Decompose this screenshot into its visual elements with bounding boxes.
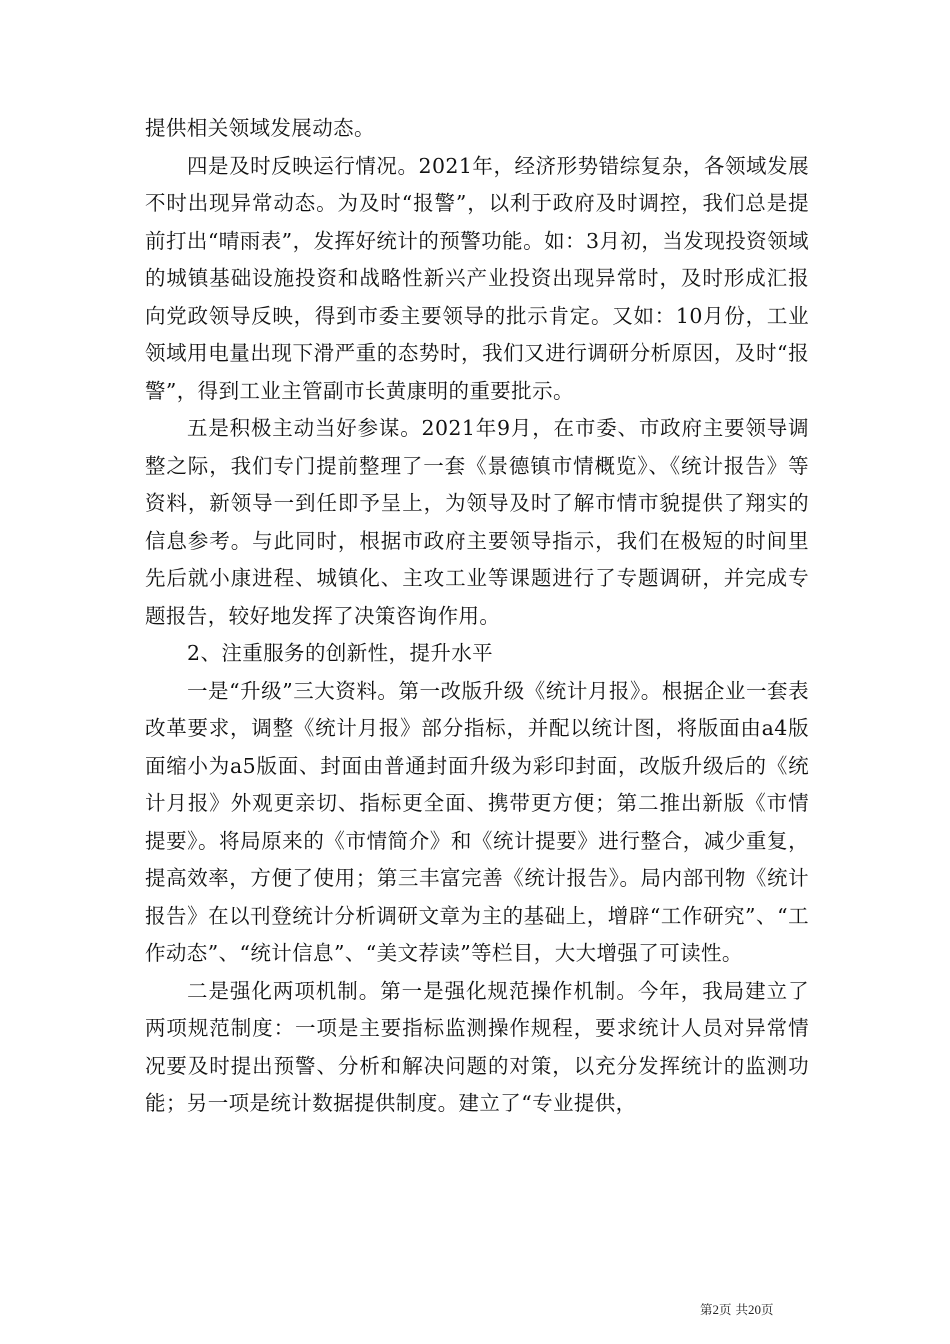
footer-middle: 页 共 bbox=[719, 1302, 748, 1317]
paragraph: 五是积极主动当好参谋。2021年9月，在市委、市政府主要领导调整之际，我们专门提前整理了一套《景德镇市情概览》、《统计报告》等资料，新领导一到任即予呈上，为领导及时了解市情市貌提供了翔实的信息参考。与此同时，根据市政府主要领导指示，我们在极短的时间里先后就小康进程、城镇化、主攻工业等课题进行了专题调研，并完成专题报告，较好地发挥了决策咨询作用。 bbox=[145, 416, 809, 628]
paragraph: 四是及时反映运行情况。2021年，经济形势错综复杂，各领域发展不时出现异常动态。为及时“报警”，以利于政府及时调控，我们总是提前打出“晴雨表”，发挥好统计的预警功能。如：3月初，当发现投资领域的城镇基础设施投资和战略性新兴产业投资出现异常时，及时形成汇报向党政领导反映，得到市委主要领导的批示肯定。又如：10月份，工业领域用电量出现下滑严重的态势时，我们又进行调研分析原因，及时“报警”，得到工业主管副市长黄康明的重要批示。 bbox=[145, 153, 809, 403]
page-footer bbox=[700, 1300, 820, 1318]
total-pages-number: 20 bbox=[748, 1302, 761, 1317]
footer-prefix: 第 bbox=[700, 1302, 713, 1317]
paragraph: 二是强化两项机制。第一是强化规范操作机制。今年，我局建立了两项规范制度：一项是主要指标监测操作规程，要求统计人员对异常情况要及时提出预警、分析和解决问题的对策，以充分发挥统计的监测功能；另一项是统计数据提供制度。建立了“专业提供， bbox=[145, 978, 809, 1115]
footer-suffix: 页 bbox=[761, 1302, 774, 1317]
paragraph: 提供相关领域发展动态。 bbox=[145, 116, 375, 140]
current-page-number: 2 bbox=[712, 1302, 720, 1317]
paragraph: 一是“升级”三大资料。第一改版升级《统计月报》。根据企业一套表改革要求，调整《统计月报》部分指标，并配以统计图，将版面由a4版面缩小为a5版面、封面由普通封面升级为彩印封面，改版升级后的《统计月报》外观更亲切、指标更全面、携带更方便；第二推出新版《市情提要》。将局原来的《市情简介》和《统计提要》进行整合，减少重复，提高效率，方便了使用；第三丰富完善《统计报告》。局内部刊物《统计报告》在以刊登统计分析调研文章为主的基础上，增辟“工作研究”、“工作动态”、“统计信息”、“美文荐读”等栏目，大大增强了可读性。 bbox=[145, 678, 809, 965]
section-heading: 2、注重服务的创新性，提升水平 bbox=[187, 641, 494, 665]
document-body bbox=[145, 110, 809, 1123]
